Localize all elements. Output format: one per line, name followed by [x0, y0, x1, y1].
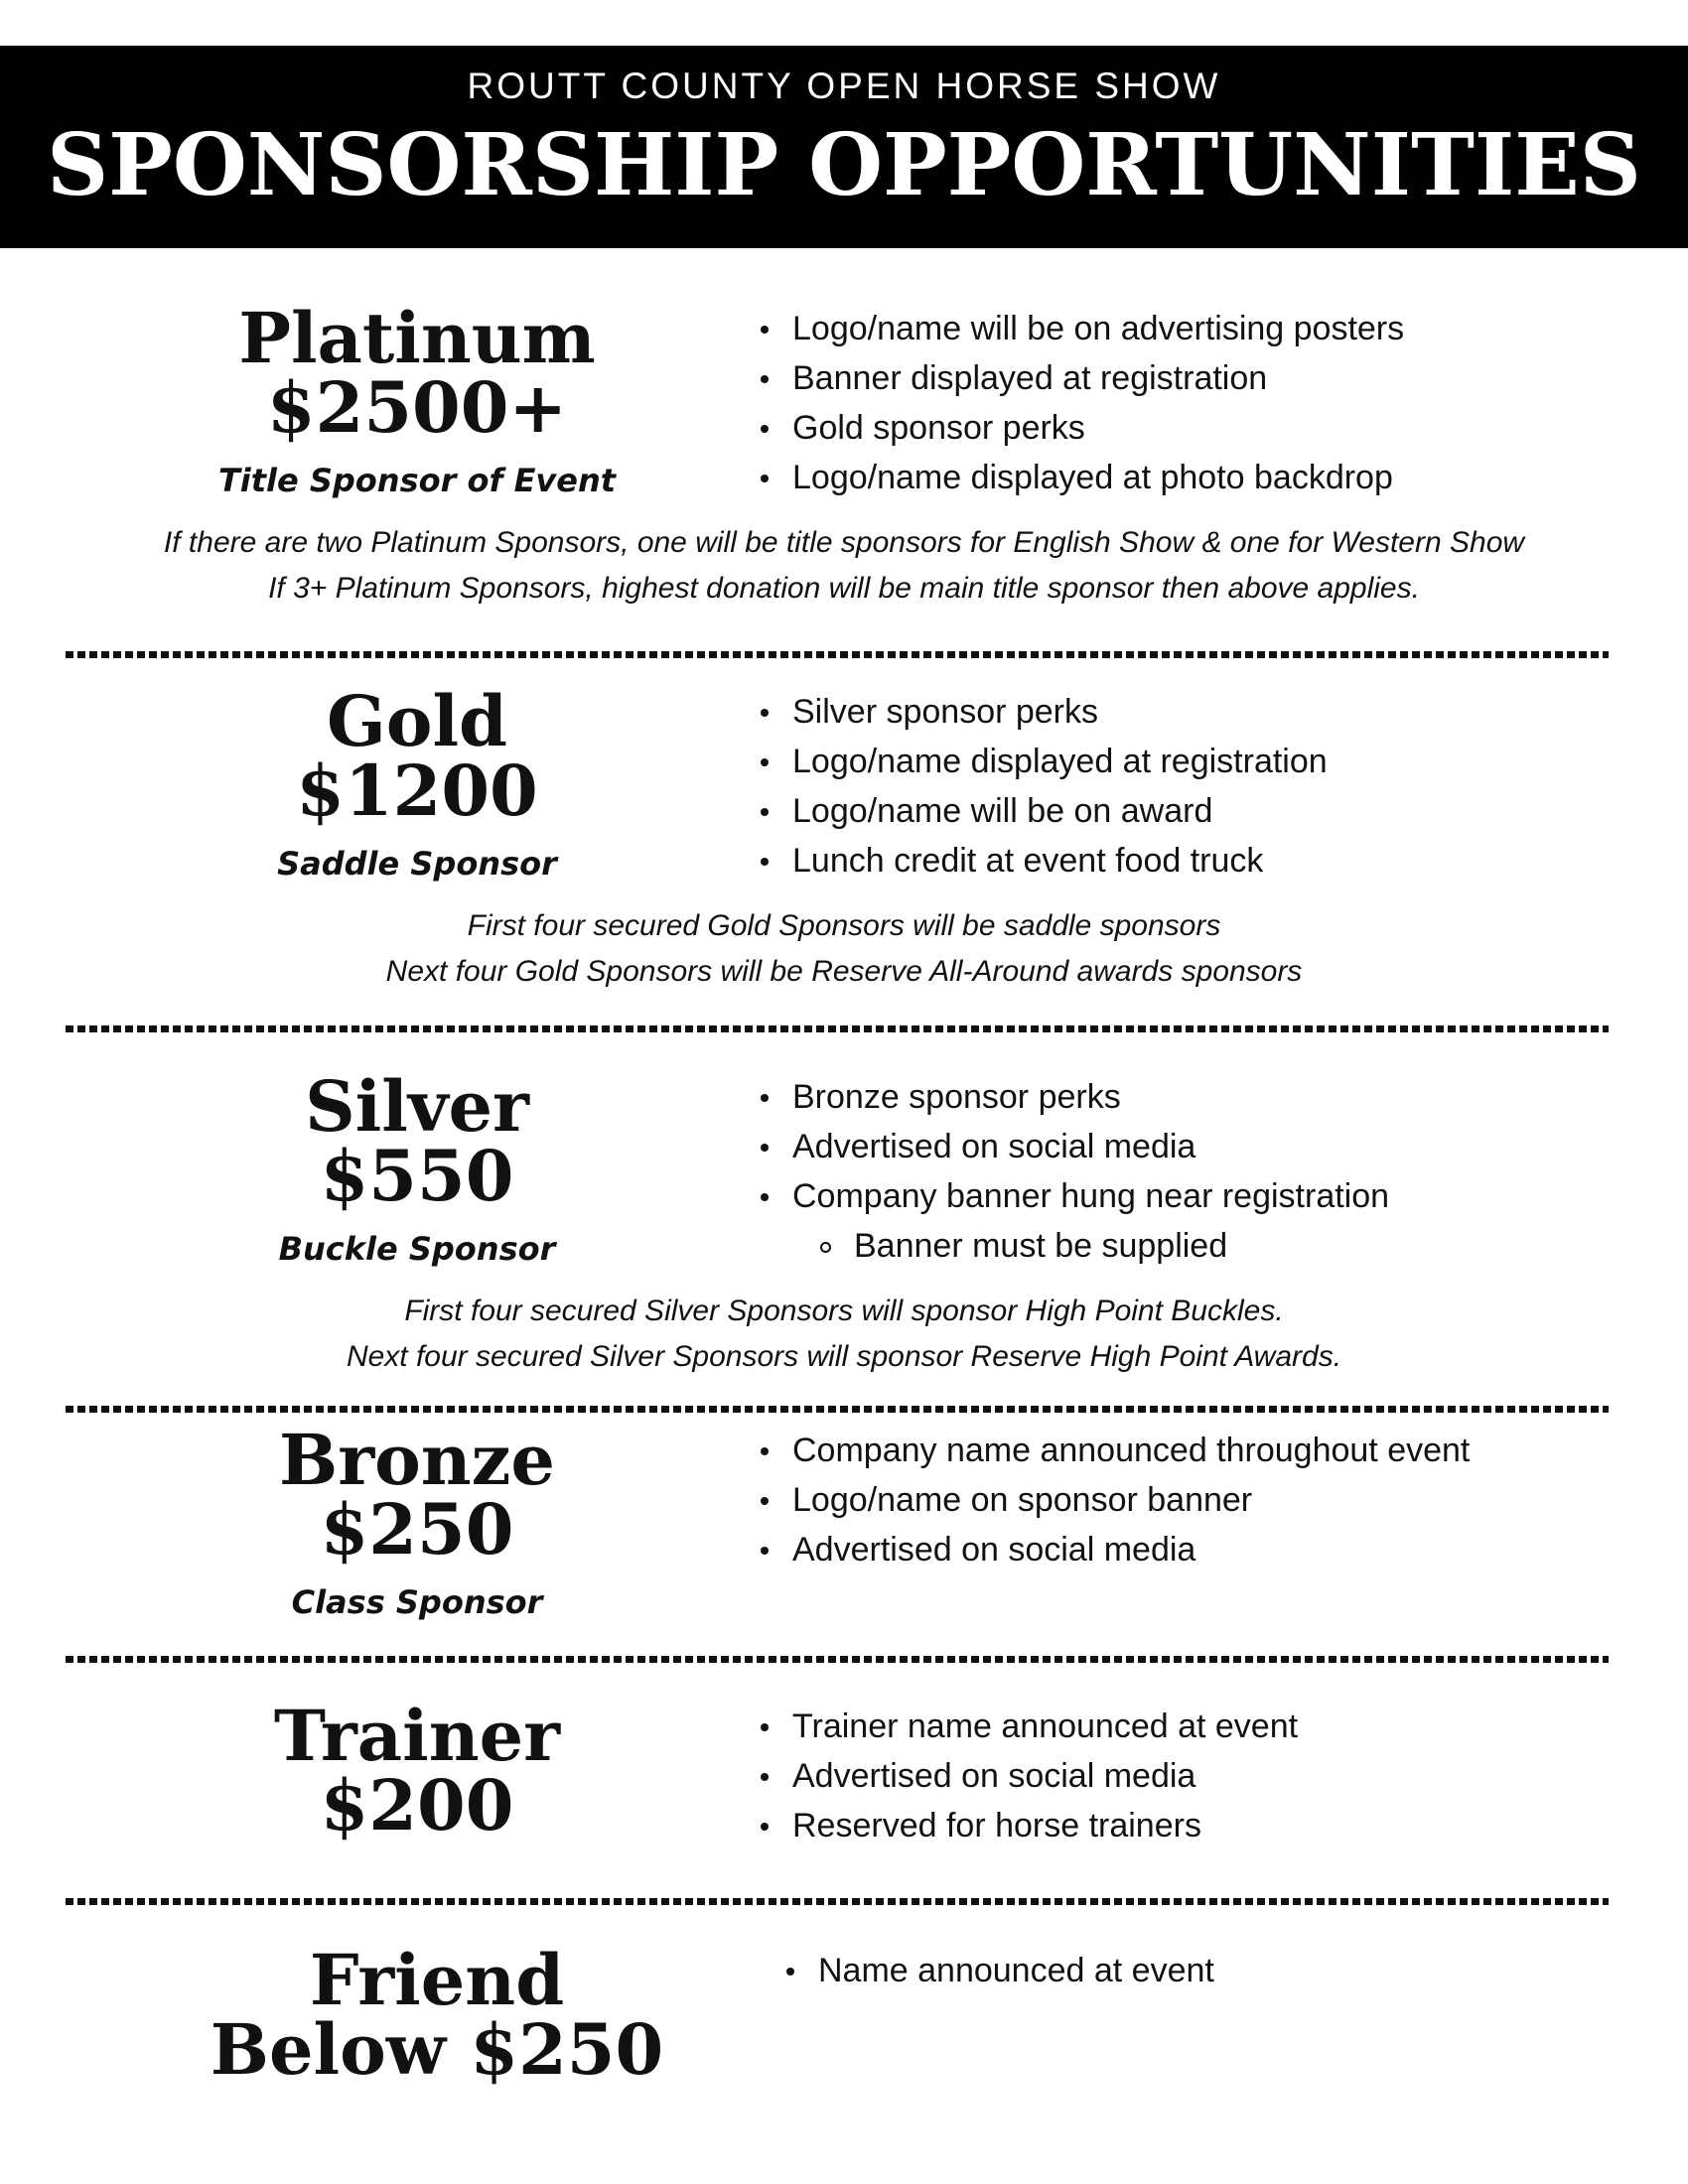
- perk-item: Logo/name will be on advertising posters: [755, 304, 1404, 353]
- perk-list: [780, 1946, 1214, 1995]
- sub-perk-item: Banner must be supplied: [755, 1221, 1389, 1271]
- tier-price: $250: [320, 1488, 514, 1570]
- tier-name: Bronze: [279, 1419, 555, 1501]
- perk-item: Trainer name announced at event: [755, 1702, 1298, 1751]
- tier-name: Platinum: [238, 297, 596, 379]
- perk-list: [755, 304, 1404, 502]
- tier-role: Buckle Sponsor: [278, 1230, 556, 1268]
- perk-item: Silver sponsor perks: [755, 687, 1328, 737]
- tier-heading: [169, 680, 665, 883]
- note-line: Next four secured Silver Sponsors will sponsor Reserve High Point Awards.: [346, 1340, 1342, 1373]
- perk-item: Gold sponsor perks: [755, 403, 1404, 453]
- event-subtitle: ROUTT COUNTY OPEN HORSE SHOW: [467, 66, 1221, 106]
- tier-heading: [189, 1939, 685, 2091]
- perk-item: Advertised on social media: [755, 1751, 1298, 1801]
- perk-list: [755, 687, 1328, 886]
- page-title: SPONSORSHIP OPPORTUNITIES: [47, 115, 1641, 215]
- perk-list: [755, 1426, 1470, 1574]
- tier-price: $1200: [296, 750, 538, 832]
- header-banner: [0, 46, 1688, 248]
- dotted-divider: [66, 1656, 1609, 1663]
- perk-item: Banner displayed at registration: [755, 353, 1404, 403]
- note-line: If there are two Platinum Sponsors, one will be title sponsors for English Show & one for Western Show: [163, 526, 1525, 559]
- tier-name: Friend: [309, 1939, 565, 2021]
- note-line: First four secured Silver Sponsors will sponsor High Point Buckles.: [404, 1295, 1284, 1327]
- tier-name: Silver: [305, 1065, 529, 1148]
- perk-item: Reserved for horse trainers: [755, 1801, 1298, 1850]
- tier-name: Trainer: [273, 1695, 561, 1777]
- tier-name: Gold: [326, 680, 507, 762]
- dotted-divider: [66, 651, 1609, 658]
- perk-item: Logo/name displayed at registration: [755, 737, 1328, 786]
- note-line: First four secured Gold Sponsors will be saddle sponsors: [467, 909, 1221, 942]
- perk-item: Logo/name on sponsor banner: [755, 1475, 1470, 1525]
- tier-heading: [169, 1695, 665, 1846]
- tier-heading: [169, 1065, 665, 1268]
- tier-role: Saddle Sponsor: [277, 845, 557, 883]
- tier-role: Title Sponsor of Event: [217, 462, 617, 499]
- perk-item: Advertised on social media: [755, 1122, 1389, 1171]
- perk-list: [755, 1702, 1298, 1850]
- perk-item: Company banner hung near registration: [755, 1171, 1389, 1221]
- tier-price: Below $250: [210, 2008, 664, 2091]
- perk-item: Advertised on social media: [755, 1525, 1470, 1574]
- tier-price: $200: [320, 1764, 514, 1846]
- dotted-divider: [66, 1898, 1609, 1905]
- tier-price: $2500+: [266, 366, 568, 449]
- perk-item: Company name announced throughout event: [755, 1426, 1470, 1475]
- perk-list: [755, 1072, 1389, 1271]
- perk-item: Lunch credit at event food truck: [755, 836, 1328, 886]
- note-line: Next four Gold Sponsors will be Reserve All-Around awards sponsors: [385, 955, 1303, 988]
- perk-item: Logo/name will be on award: [755, 786, 1328, 836]
- tier-notes: [0, 903, 1688, 995]
- tier-role: Class Sponsor: [291, 1583, 543, 1621]
- tier-heading: [169, 1419, 665, 1621]
- tier-notes: [0, 1289, 1688, 1380]
- note-line: If 3+ Platinum Sponsors, highest donation will be main title sponsor then above applies.: [268, 572, 1420, 605]
- dotted-divider: [66, 1406, 1609, 1413]
- tier-notes: [0, 520, 1688, 612]
- dotted-divider: [66, 1025, 1609, 1032]
- tier-price: $550: [320, 1135, 514, 1217]
- perk-item: Logo/name displayed at photo backdrop: [755, 453, 1404, 502]
- perk-item: Bronze sponsor perks: [755, 1072, 1389, 1122]
- perk-item: Name announced at event: [780, 1946, 1214, 1995]
- tier-heading: [169, 297, 665, 499]
